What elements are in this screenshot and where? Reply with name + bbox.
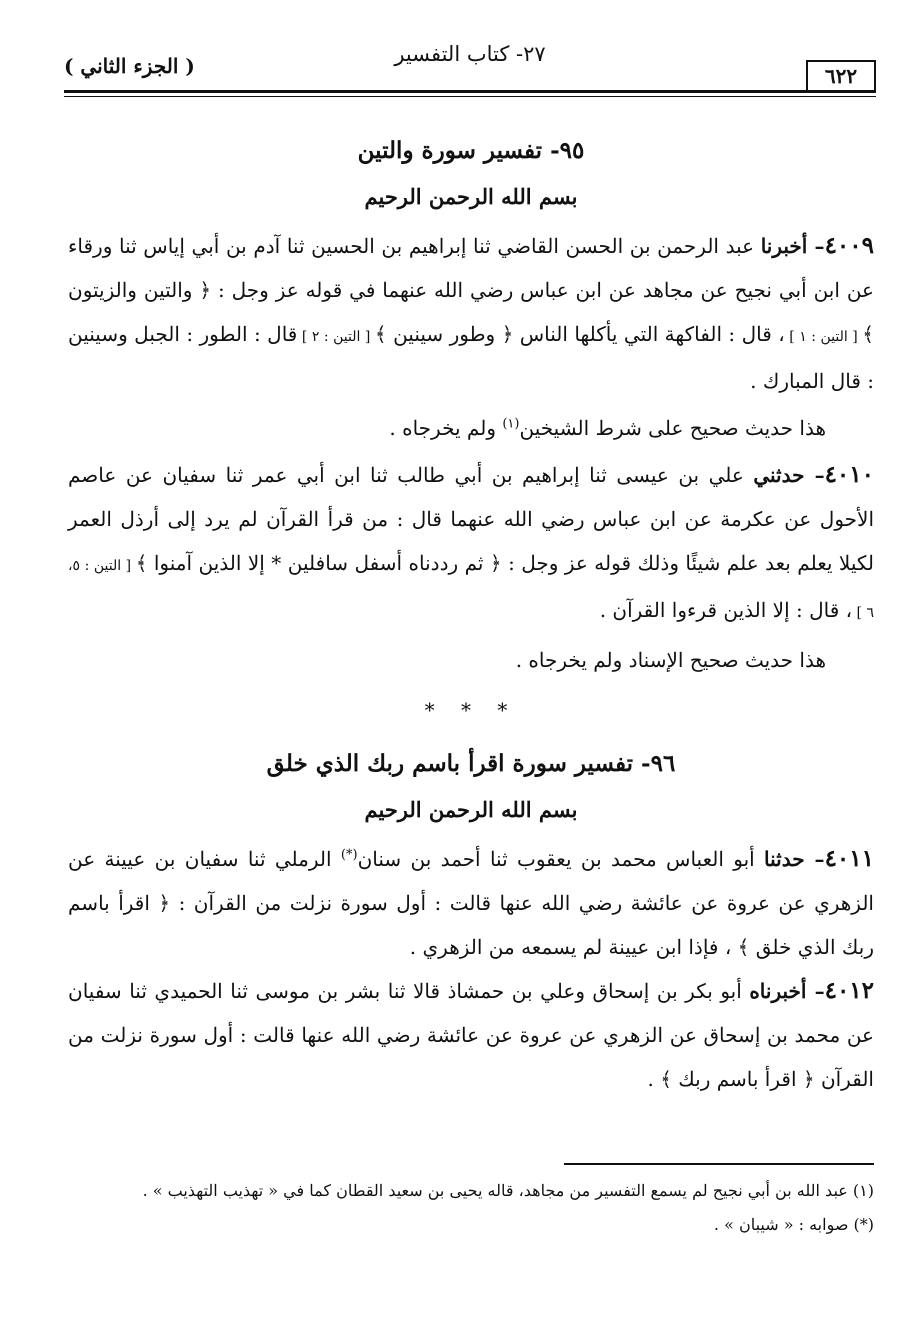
- footnote-marker-1: (١): [502, 416, 520, 432]
- hadith-lead: – حدثنا: [764, 847, 825, 871]
- hadith-4009: [68, 224, 874, 403]
- verse-reference: [ التين : ٥، ٦ ]: [68, 558, 874, 621]
- basmala-96: بسم الله الرحمن الرحيم: [364, 797, 578, 822]
- footnote-rule: [564, 1163, 874, 1165]
- footnote-1: (١) عبد الله بن أبي نجيح لم يسمع التفسير من مجاهد، قاله يحيى بن سعيد القطان كما في « تهذيب التهذيب » .: [142, 1181, 874, 1200]
- page-number: ٦٢٢: [806, 60, 876, 90]
- verse-reference-2: [ التين : ٢ ]: [297, 329, 375, 345]
- running-header: [64, 36, 876, 96]
- hadith-text: أبو بكر بن إسحاق وعلي بن حمشاذ قالا ثنا بشر بن موسى ثنا الحميدي ثنا سفيان عن محمد بن إسحاق عن الزهري عن عروة عن عائشة رضي الله عنها قالت : أول سورة نزلت من القرآن ﴿ اقرأ باسم ربك ﴾ .: [68, 979, 874, 1091]
- hadith-number: ٤٠١١: [824, 845, 874, 872]
- chapter-title: ٢٧- كتاب التفسير: [394, 42, 546, 66]
- footnote-marker-star: (*): [340, 847, 358, 863]
- hadith-text: عبد الرحمن بن الحسن القاضي ثنا إبراهيم بن الحسين ثنا آدم بن أبي إياس ثنا ورقاء عن ابن أبي نجيح عن مجاهد عن ابن عباس رضي الله عنهما في قوله عز وجل : ﴿ والتين والزيتون ﴾: [68, 234, 874, 346]
- hadith-verdict-4010: هذا حديث صحيح الإسناد ولم يخرجاه .: [515, 648, 826, 672]
- hadith-4010: [68, 453, 874, 635]
- hadith-verdict-4009: [68, 403, 874, 453]
- hadith-lead: – أخبرنا: [760, 234, 825, 258]
- footnote-star: (*) صوابه : « شيبان » .: [713, 1215, 874, 1234]
- hadith-text: أبو العباس محمد بن يعقوب ثنا أحمد بن سنان: [357, 847, 765, 871]
- hadith-lead: – حدثني: [753, 463, 825, 487]
- hadith-number: ٤٠٠٩: [824, 232, 874, 259]
- hadith-text-3: قال : الطور : الجبل وسينين : قال المبارك .: [68, 322, 874, 393]
- verdict-text-2: ولم يخرجاه .: [389, 416, 503, 440]
- hadith-number: ٤٠١٢: [824, 977, 875, 1004]
- page-body: [68, 128, 874, 1101]
- hadith-text-2: ، قال : الفاكهة التي يأكلها الناس ﴿ وطور سينين ﴾: [374, 322, 785, 346]
- header-rule-thin: [64, 96, 876, 97]
- footnotes: [68, 1176, 874, 1244]
- hadith-text: علي بن عيسى ثنا إبراهيم بن أبي طالب ثنا ابن أبي عمر ثنا سفيان عن عاصم الأحول عن عكرمة عن ابن عباس رضي الله عنهما قال : من قرأ القرآن لم يرد إلى أرذل العمر لكيلا يعلم بعد علم شيئًا وذلك قوله عز وجل : ﴿ ثم رددناه أسفل سافلين * إلا الذين آمنوا ﴾: [68, 463, 875, 575]
- basmala-95: بسم الله الرحمن الرحيم: [364, 184, 578, 209]
- hadith-4012: [68, 969, 874, 1101]
- section-title-95: ٩٥- تفسير سورة والتين: [357, 137, 585, 164]
- hadith-4011: [68, 837, 874, 969]
- verse-reference: [ التين : ١ ]: [784, 329, 863, 345]
- section-separator: * * *: [424, 698, 518, 722]
- header-rule-thick: [64, 90, 876, 93]
- hadith-number: ٤٠١٠: [824, 461, 874, 488]
- hadith-text-2: ، قال : إلا الذين قرءوا القرآن .: [599, 598, 853, 622]
- hadith-lead: – أخبرناه: [749, 979, 825, 1003]
- section-title-96: ٩٦- تفسير سورة اقرأ باسم ربك الذي خلق: [266, 750, 676, 777]
- volume-part: ( الجزء الثاني ): [64, 54, 195, 78]
- verdict-text: هذا حديث صحيح على شرط الشيخين: [519, 416, 826, 440]
- hadith-text-2: الرملي ثنا سفيان بن عيينة عن الزهري عن عروة عن عائشة رضي الله عنها قالت : أول سورة نزلت من القرآن : ﴿ اقرأ باسم ربك الذي خلق ﴾ ، فإذا ابن عيينة لم يسمعه من الزهري .: [68, 847, 874, 959]
